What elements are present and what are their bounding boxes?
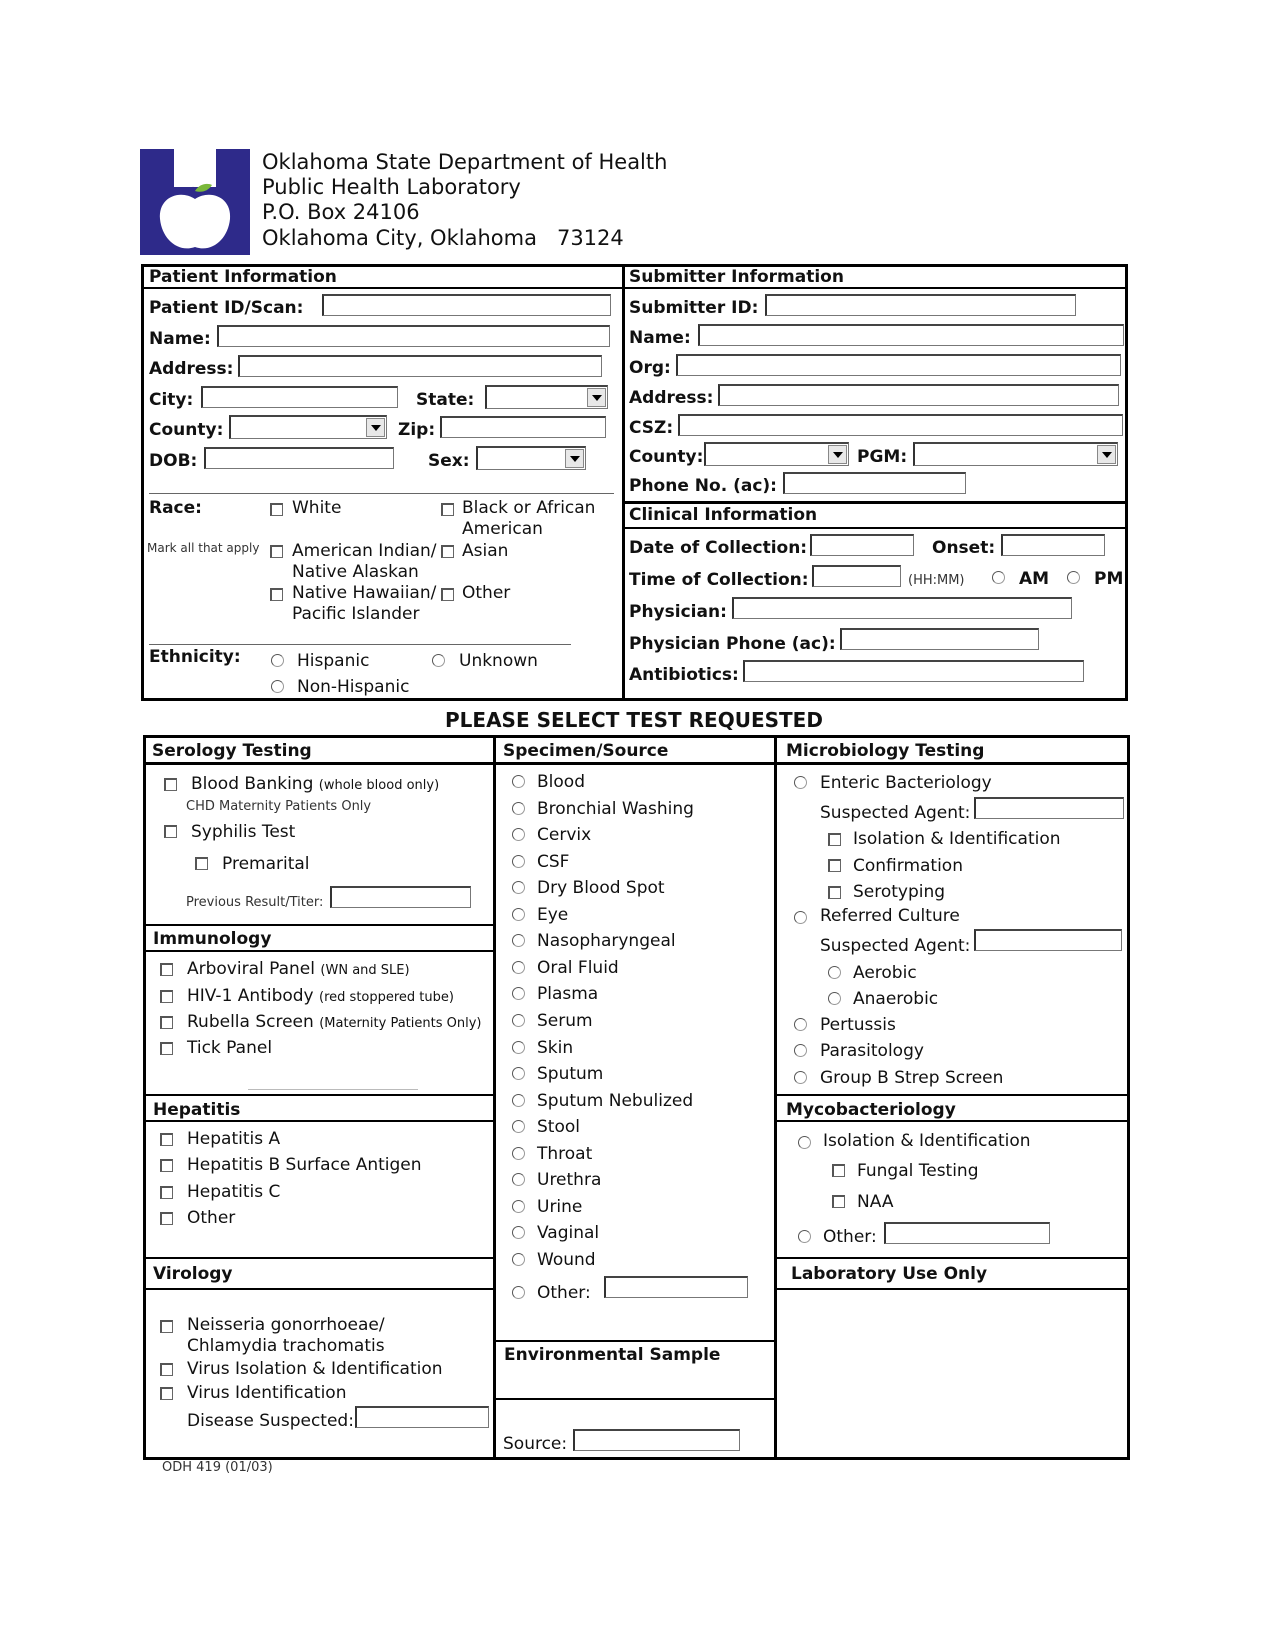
submitter-name-label: Name: bbox=[629, 328, 691, 348]
aerobic-label: Aerobic bbox=[853, 963, 917, 983]
hepatitis-a-checkbox[interactable] bbox=[160, 1133, 173, 1146]
tick-panel-label: Tick Panel bbox=[187, 1038, 273, 1058]
specimen-radio[interactable] bbox=[512, 1041, 525, 1054]
chd-note: CHD Maternity Patients Only bbox=[186, 799, 372, 814]
submitter-pgm-select[interactable] bbox=[913, 442, 1118, 466]
confirmation-label: Confirmation bbox=[853, 856, 963, 876]
specimen-other-input[interactable] bbox=[604, 1276, 748, 1298]
hiv-label: HIV-1 Antibody (red stoppered tube) bbox=[187, 986, 454, 1006]
race-asian-label: Asian bbox=[462, 541, 509, 561]
chevron-down-icon[interactable] bbox=[587, 388, 606, 407]
naa-checkbox[interactable] bbox=[832, 1195, 845, 1208]
submitter-address-input[interactable] bbox=[718, 384, 1119, 406]
disease-suspected-label: Disease Suspected: bbox=[187, 1411, 354, 1431]
time-format-hint: (HH:MM) bbox=[908, 573, 965, 588]
race-asian-checkbox[interactable] bbox=[441, 545, 454, 558]
specimen-label: Wound bbox=[537, 1250, 596, 1270]
pertussis-radio[interactable] bbox=[794, 1018, 807, 1031]
immunology-title: Immunology bbox=[153, 929, 272, 949]
race-black-checkbox[interactable] bbox=[441, 503, 454, 516]
patient-name-input[interactable] bbox=[217, 325, 610, 347]
anaerobic-radio[interactable] bbox=[828, 992, 841, 1005]
specimen-radio[interactable] bbox=[512, 908, 525, 921]
confirmation-checkbox[interactable] bbox=[828, 859, 841, 872]
specimen-radio[interactable] bbox=[512, 881, 525, 894]
specimen-label: Dry Blood Spot bbox=[537, 878, 665, 898]
patient-name-label: Name: bbox=[149, 329, 211, 349]
specimen-label: Vaginal bbox=[537, 1223, 600, 1243]
ethnicity-label: Ethnicity: bbox=[149, 647, 241, 667]
disease-suspected-input[interactable] bbox=[355, 1406, 489, 1428]
environmental-sample-title: Environmental Sample bbox=[504, 1345, 721, 1365]
patient-sex-select[interactable] bbox=[476, 446, 586, 470]
group-b-strep-label: Group B Strep Screen bbox=[820, 1068, 1004, 1088]
virus-identification-label: Virus Identification bbox=[187, 1383, 347, 1403]
naa-label: NAA bbox=[857, 1192, 894, 1212]
rubella-label: Rubella Screen (Maternity Patients Only) bbox=[187, 1012, 482, 1032]
mycobacteriology-title: Mycobacteriology bbox=[786, 1100, 956, 1120]
pm-label: PM bbox=[1094, 569, 1124, 589]
specimen-radio[interactable] bbox=[512, 1173, 525, 1186]
race-other-checkbox[interactable] bbox=[441, 588, 454, 601]
physician-phone-input[interactable] bbox=[840, 628, 1039, 650]
submitter-org-input[interactable] bbox=[676, 354, 1121, 376]
hepatitis-c-label: Hepatitis C bbox=[187, 1182, 281, 1202]
specimen-title: Specimen/Source bbox=[503, 741, 669, 761]
physician-phone-label: Physician Phone (ac): bbox=[629, 634, 836, 654]
virus-isolation-label: Virus Isolation & Identification bbox=[187, 1359, 443, 1379]
chevron-down-icon[interactable] bbox=[366, 418, 385, 437]
patient-city-input[interactable] bbox=[201, 386, 398, 408]
race-ai-label-2: Native Alaskan bbox=[292, 562, 419, 582]
antibiotics-input[interactable] bbox=[743, 660, 1084, 682]
select-test-title: PLEASE SELECT TEST REQUESTED bbox=[445, 708, 823, 732]
specimen-label: Urethra bbox=[537, 1170, 602, 1190]
submitter-id-input[interactable] bbox=[765, 294, 1076, 316]
patient-county-label: County: bbox=[149, 420, 224, 440]
specimen-radio[interactable] bbox=[512, 1200, 525, 1213]
race-native-hawaiian-checkbox[interactable] bbox=[270, 588, 283, 601]
specimen-label: Eye bbox=[537, 905, 569, 925]
specimen-label: Blood bbox=[537, 772, 585, 792]
submitter-csz-input[interactable] bbox=[678, 414, 1123, 436]
specimen-label: Nasopharyngeal bbox=[537, 931, 676, 951]
patient-id-input[interactable] bbox=[322, 294, 611, 316]
race-nh-label-1: Native Hawaiian/ bbox=[292, 583, 437, 603]
specimen-radio[interactable] bbox=[512, 828, 525, 841]
arboviral-checkbox[interactable] bbox=[160, 963, 173, 976]
source-input[interactable] bbox=[573, 1429, 740, 1451]
specimen-label: CSF bbox=[537, 852, 570, 872]
collection-date-input[interactable] bbox=[810, 534, 914, 556]
suspected-agent-2-input[interactable] bbox=[974, 929, 1122, 951]
org-name: Oklahoma State Department of Health bbox=[262, 150, 668, 174]
submitter-csz-label: CSZ: bbox=[629, 418, 674, 438]
specimen-radio[interactable] bbox=[512, 1253, 525, 1266]
serotyping-checkbox[interactable] bbox=[828, 886, 841, 899]
patient-state-label: State: bbox=[416, 390, 475, 410]
physician-label: Physician: bbox=[629, 602, 727, 622]
patient-city-label: City: bbox=[149, 390, 194, 410]
suspected-agent-label: Suspected Agent: bbox=[820, 803, 971, 823]
race-ai-label-1: American Indian/ bbox=[292, 541, 437, 561]
am-label: AM bbox=[1019, 569, 1050, 589]
patient-dob-label: DOB: bbox=[149, 451, 198, 471]
microbiology-title: Microbiology Testing bbox=[786, 741, 985, 761]
submitter-address-label: Address: bbox=[629, 388, 714, 408]
specimen-radio[interactable] bbox=[512, 987, 525, 1000]
serotyping-label: Serotyping bbox=[853, 882, 946, 902]
chevron-down-icon[interactable] bbox=[1097, 445, 1116, 464]
enteric-label: Enteric Bacteriology bbox=[820, 773, 992, 793]
submitter-county-select[interactable] bbox=[704, 442, 849, 466]
specimen-radio[interactable] bbox=[512, 855, 525, 868]
specimen-label: Skin bbox=[537, 1038, 574, 1058]
premarital-label: Premarital bbox=[222, 854, 310, 874]
specimen-label: Bronchial Washing bbox=[537, 799, 694, 819]
syphilis-label: Syphilis Test bbox=[191, 822, 296, 842]
specimen-label: Urine bbox=[537, 1197, 583, 1217]
specimen-radio[interactable] bbox=[512, 802, 525, 815]
arboviral-label: Arboviral Panel (WN and SLE) bbox=[187, 959, 410, 979]
specimen-radio[interactable] bbox=[512, 1067, 525, 1080]
race-american-indian-checkbox[interactable] bbox=[270, 545, 283, 558]
patient-sex-label: Sex: bbox=[428, 451, 470, 471]
submitter-id-label: Submitter ID: bbox=[629, 298, 759, 318]
enteric-radio[interactable] bbox=[794, 776, 807, 789]
specimen-label: Sputum bbox=[537, 1064, 604, 1084]
micro-isolation-checkbox[interactable] bbox=[828, 833, 841, 846]
org-city: Oklahoma City, Oklahoma 73124 bbox=[262, 226, 624, 250]
virus-isolation-checkbox[interactable] bbox=[160, 1363, 173, 1376]
submitter-info-title: Submitter Information bbox=[629, 267, 844, 287]
submitter-pgm-label: PGM: bbox=[857, 447, 908, 467]
lab-use-only-title: Laboratory Use Only bbox=[791, 1264, 988, 1284]
hepatitis-title: Hepatitis bbox=[153, 1100, 241, 1120]
onset-label: Onset: bbox=[932, 538, 996, 558]
hepatitis-b-label: Hepatitis B Surface Antigen bbox=[187, 1155, 422, 1175]
hepatitis-other-label: Other bbox=[187, 1208, 236, 1228]
specimen-radio[interactable] bbox=[512, 1014, 525, 1027]
form-number: ODH 419 (01/03) bbox=[162, 1460, 273, 1475]
myco-other-radio[interactable] bbox=[798, 1230, 811, 1243]
race-black-label-1: Black or African bbox=[462, 498, 596, 518]
antibiotics-label: Antibiotics: bbox=[629, 665, 739, 685]
clinical-info-title: Clinical Information bbox=[629, 505, 818, 525]
tick-panel-checkbox[interactable] bbox=[160, 1042, 173, 1055]
submitter-phone-input[interactable] bbox=[783, 472, 966, 494]
patient-state-select[interactable] bbox=[485, 385, 608, 409]
syphilis-checkbox[interactable] bbox=[164, 825, 177, 838]
specimen-label: Oral Fluid bbox=[537, 958, 619, 978]
specimen-other-radio[interactable] bbox=[512, 1286, 525, 1299]
specimen-radio[interactable] bbox=[512, 1147, 525, 1160]
specimen-radio[interactable] bbox=[512, 1094, 525, 1107]
ethnicity-hispanic-radio[interactable] bbox=[271, 654, 284, 667]
chevron-down-icon[interactable] bbox=[828, 445, 847, 464]
hiv-checkbox[interactable] bbox=[160, 990, 173, 1003]
previous-result-label: Previous Result/Titer: bbox=[186, 895, 324, 910]
po-box: P.O. Box 24106 bbox=[262, 200, 420, 224]
hepatitis-a-label: Hepatitis A bbox=[187, 1129, 281, 1149]
ethnicity-hispanic-label: Hispanic bbox=[297, 651, 370, 671]
submitter-phone-label: Phone No. (ac): bbox=[629, 476, 777, 496]
patient-dob-input[interactable] bbox=[204, 447, 394, 469]
collection-date-label: Date of Collection: bbox=[629, 538, 808, 558]
race-note: Mark all that apply bbox=[147, 541, 260, 555]
virus-identification-checkbox[interactable] bbox=[160, 1387, 173, 1400]
hepatitis-other-checkbox[interactable] bbox=[160, 1212, 173, 1225]
referred-culture-label: Referred Culture bbox=[820, 906, 960, 926]
serology-title: Serology Testing bbox=[152, 741, 312, 761]
neisseria-label-2: Chlamydia trachomatis bbox=[187, 1336, 385, 1356]
patient-id-label: Patient ID/Scan: bbox=[149, 298, 304, 318]
blood-banking-label: Blood Banking (whole blood only) bbox=[191, 774, 440, 794]
anaerobic-label: Anaerobic bbox=[853, 989, 939, 1009]
specimen-radio[interactable] bbox=[512, 934, 525, 947]
ethnicity-unknown-radio[interactable] bbox=[432, 654, 445, 667]
neisseria-label-1: Neisseria gonorrhoeae/ bbox=[187, 1315, 385, 1335]
fungal-testing-label: Fungal Testing bbox=[857, 1161, 979, 1181]
patient-zip-input[interactable] bbox=[440, 416, 606, 438]
race-white-label: White bbox=[292, 498, 342, 518]
specimen-label: Throat bbox=[537, 1144, 593, 1164]
patient-zip-label: Zip: bbox=[398, 420, 436, 440]
lab-name: Public Health Laboratory bbox=[262, 175, 521, 199]
micro-isolation-label: Isolation & Identification bbox=[853, 829, 1061, 849]
race-nh-label-2: Pacific Islander bbox=[292, 604, 420, 624]
specimen-radio[interactable] bbox=[512, 1226, 525, 1239]
parasitology-label: Parasitology bbox=[820, 1041, 924, 1061]
hepatitis-c-checkbox[interactable] bbox=[160, 1186, 173, 1199]
race-label: Race: bbox=[149, 498, 202, 518]
patient-address-input[interactable] bbox=[238, 355, 602, 377]
referred-culture-radio[interactable] bbox=[794, 911, 807, 924]
submitter-county-label: County: bbox=[629, 447, 704, 467]
aerobic-radio[interactable] bbox=[828, 966, 841, 979]
suspected-agent-2-label: Suspected Agent: bbox=[820, 936, 971, 956]
ethnicity-unknown-label: Unknown bbox=[459, 651, 538, 671]
race-white-checkbox[interactable] bbox=[270, 503, 283, 516]
source-label: Source: bbox=[503, 1434, 568, 1454]
chevron-down-icon[interactable] bbox=[565, 449, 584, 468]
patient-address-label: Address: bbox=[149, 359, 234, 379]
neisseria-checkbox[interactable] bbox=[160, 1320, 173, 1333]
fungal-testing-checkbox[interactable] bbox=[832, 1164, 845, 1177]
patient-county-select[interactable] bbox=[229, 415, 387, 439]
previous-result-input[interactable] bbox=[330, 886, 471, 908]
collection-time-label: Time of Collection: bbox=[629, 570, 809, 590]
rubella-checkbox[interactable] bbox=[160, 1016, 173, 1029]
group-b-strep-radio[interactable] bbox=[794, 1071, 807, 1084]
collection-time-input[interactable] bbox=[812, 565, 901, 587]
pertussis-label: Pertussis bbox=[820, 1015, 896, 1035]
submitter-org-label: Org: bbox=[629, 358, 671, 378]
specimen-radio[interactable] bbox=[512, 961, 525, 974]
race-other-label: Other bbox=[462, 583, 511, 603]
myco-other-label: Other: bbox=[823, 1227, 877, 1247]
myco-other-input[interactable] bbox=[884, 1222, 1050, 1244]
patient-info-title: Patient Information bbox=[149, 267, 337, 287]
pm-radio[interactable] bbox=[1067, 571, 1080, 584]
specimen-radio[interactable] bbox=[512, 775, 525, 788]
physician-input[interactable] bbox=[732, 597, 1072, 619]
ethnicity-nonhispanic-radio[interactable] bbox=[271, 680, 284, 693]
am-radio[interactable] bbox=[992, 571, 1005, 584]
specimen-other-label: Other: bbox=[537, 1283, 591, 1303]
specimen-label: Plasma bbox=[537, 984, 599, 1004]
specimen-label: Cervix bbox=[537, 825, 592, 845]
ethnicity-nonhispanic-label: Non-Hispanic bbox=[297, 677, 410, 697]
parasitology-radio[interactable] bbox=[794, 1044, 807, 1057]
specimen-label: Serum bbox=[537, 1011, 593, 1031]
race-black-label-2: American bbox=[462, 519, 543, 539]
osdh-logo bbox=[140, 149, 250, 255]
onset-input[interactable] bbox=[1001, 534, 1105, 556]
myco-isolation-radio[interactable] bbox=[798, 1136, 811, 1149]
virology-title: Virology bbox=[153, 1264, 233, 1284]
blood-banking-checkbox[interactable] bbox=[164, 778, 177, 791]
myco-isolation-label: Isolation & Identification bbox=[823, 1131, 1031, 1151]
submitter-name-input[interactable] bbox=[698, 324, 1124, 346]
hepatitis-b-checkbox[interactable] bbox=[160, 1159, 173, 1172]
specimen-label: Stool bbox=[537, 1117, 580, 1137]
suspected-agent-input[interactable] bbox=[974, 797, 1124, 819]
premarital-checkbox[interactable] bbox=[195, 857, 208, 870]
specimen-radio[interactable] bbox=[512, 1120, 525, 1133]
specimen-label: Sputum Nebulized bbox=[537, 1091, 694, 1111]
